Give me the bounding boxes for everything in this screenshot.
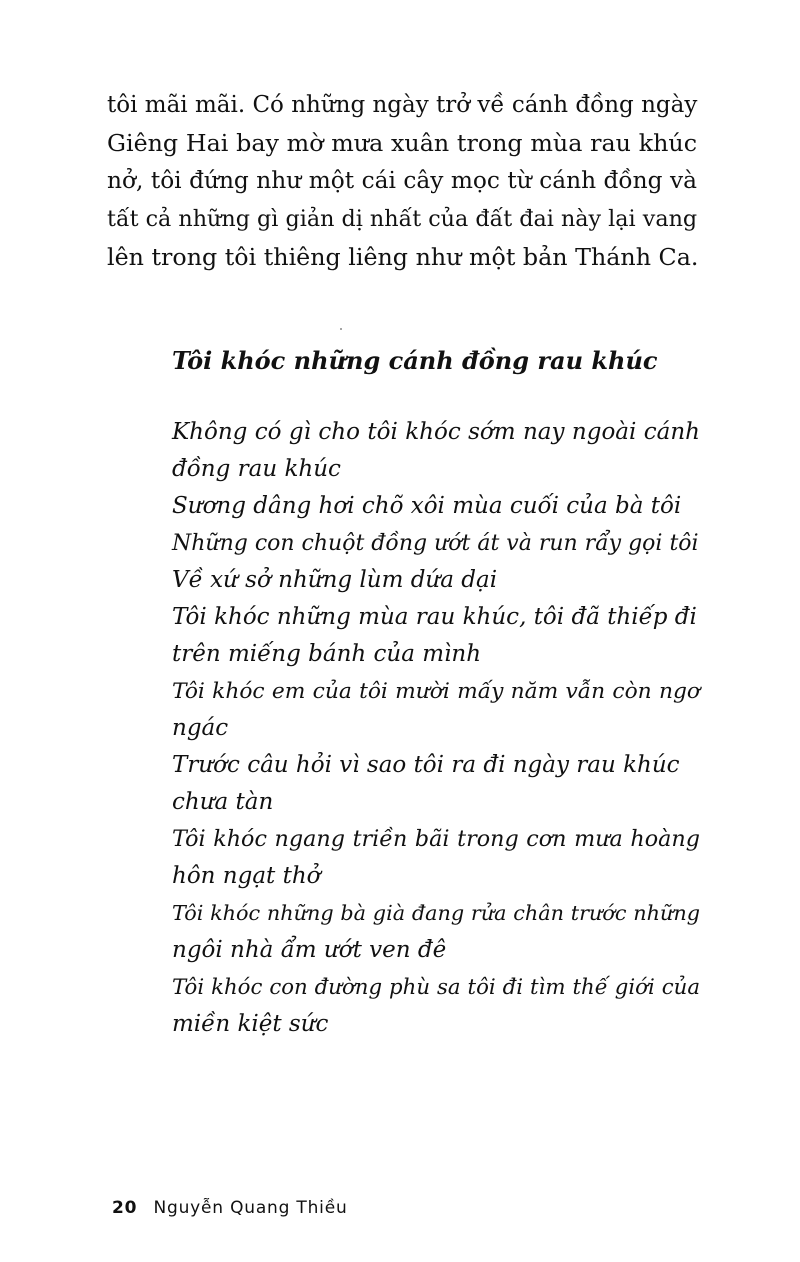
print-speck [340, 328, 342, 330]
page-footer [112, 1196, 348, 1220]
poem-title: Tôi khóc những cánh đồng rau khúc [172, 346, 658, 375]
poem-line: Tôi khóc những mùa rau khúc, tôi đã thiếp đi [172, 604, 697, 630]
poem-line: Tôi khóc những bà già đang rửa chân trước những [172, 901, 700, 925]
poem-line: đồng rau khúc [172, 456, 341, 482]
poem-line: Về xứ sở những lùm dứa dại [172, 567, 498, 593]
prose-line: tôi mãi mãi. Có những ngày trở về cánh đồng ngày [107, 92, 698, 118]
poem-line: chưa tàn [172, 789, 274, 815]
prose-line: nở, tôi đứng như một cái cây mọc từ cánh đồng và [107, 167, 697, 194]
prose-line: tất cả những gì giản dị nhất của đất đai này lại vang [107, 206, 698, 232]
prose-line: lên trong tôi thiêng liêng như một bản Thánh Ca. [107, 243, 699, 271]
poem-body [172, 414, 700, 1043]
poem-line: ngác [172, 715, 229, 741]
poem-line: Trước câu hỏi vì sao tôi ra đi ngày rau khúc [172, 752, 680, 778]
author-name: Nguyễn Quang Thiều [153, 1198, 348, 1218]
poem-line: miền kiệt sức [172, 1011, 329, 1037]
poem-line: Những con chuột đồng ướt át và run rẩy gọi tôi [172, 531, 699, 556]
poem-line: Tôi khóc ngang triền bãi trong cơn mưa hoàng [172, 826, 700, 852]
prose-paragraph [107, 86, 697, 276]
poem-line: ngôi nhà ẩm ướt ven đê [172, 937, 447, 963]
poem-line: Không có gì cho tôi khóc sớm nay ngoài cánh [172, 419, 700, 445]
poem-line: trên miếng bánh của mình [172, 641, 482, 667]
prose-line: Giêng Hai bay mờ mưa xuân trong mùa rau khúc [107, 129, 697, 157]
poem-line: hôn ngạt thở [172, 863, 321, 889]
page-number: 20 [112, 1198, 138, 1218]
poem-line: Tôi khóc con đường phù sa tôi đi tìm thế giới của [172, 975, 700, 1000]
poem-line: Tôi khóc em của tôi mười mấy năm vẫn còn ngơ [172, 679, 700, 704]
poem-line: Sương dâng hơi chõ xôi mùa cuối của bà tôi [172, 493, 682, 519]
